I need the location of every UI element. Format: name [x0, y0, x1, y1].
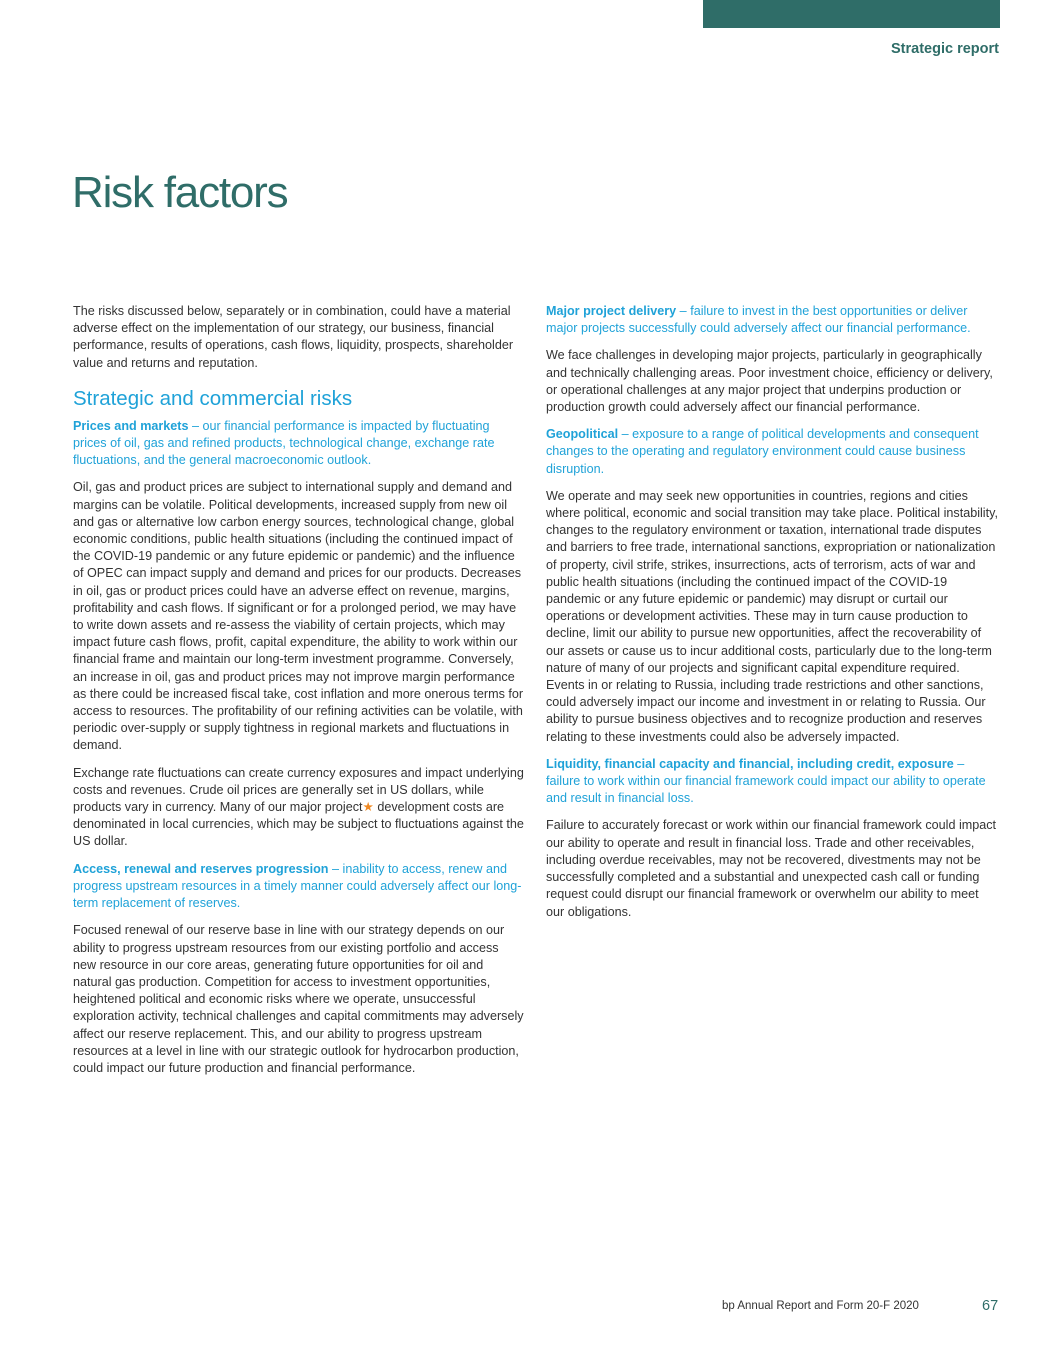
section-label: Strategic report: [891, 41, 999, 57]
prices-lead-text: – our financial performance is impacted by fluctuating prices of oil, gas and refined products, technological change, exchange rate fluctuations, and the general macroeconomic outlook.: [73, 418, 495, 468]
star-icon: ★: [362, 800, 374, 815]
access-lead: [73, 861, 525, 913]
prices-lead-title: Prices and markets: [73, 418, 189, 433]
major-lead-title: Major project delivery: [546, 304, 677, 318]
prices-body-2: [73, 765, 525, 851]
major-body: We face challenges in developing major projects, particularly in geographically and technically challenging areas. Poor investment choice, efficiency or delivery, or operational challenges at any major project that underpins production or production growth could adversely affect our financial performance.: [546, 348, 993, 415]
major-lead: [546, 303, 999, 337]
prices-body-1: Oil, gas and product prices are subject to international supply and demand and margins can be volatile. Political developments, increased supply from new oil and gas or alternative low carbon energy sources, technological change, global economic conditions, public health situations (including the continued impact of the COVID-19 pandemic or any future epidemic or pandemic) and the influence of OPEC can impact supply and demand and prices for our products. Decreases in oil, gas or product prices could have an adverse effect on revenue, margins, profitability and cash flows. If significant or for a prolonged period, we may have to write down assets and re-assess the viability of certain projects, which may impact future cash flows, profit, capital expenditure, the ability to work within our financial frame and maintain our long-term investment programme. Conversely, an increase in oil, gas and product prices may not improve margin performance as there could be increased fiscal take, cost inflation and more onerous terms for access to resources. The profitability of our refining activities can be volatile, with periodic over-supply or supply tightness in regional markets and fluctuations in demand.: [73, 480, 524, 753]
geo-lead-title: Geopolitical: [546, 427, 619, 442]
liquidity-lead: [546, 756, 999, 808]
prices-body-2-a: Exchange rate fluctuations can create currency exposures and impact underlying costs and revenues. Crude oil prices are generally set in US dollars, while products vary in currency. Many of our major project: [73, 765, 524, 815]
access-lead-text: – inability to access, renew and progress upstream resources in a timely manner could adversely affect our long-term replacement of reserves.: [73, 861, 522, 911]
liquidity-body: Failure to accurately forecast or work within our financial framework could impact our ability to operate and result in financial loss. Trade and other receivables, including overdue receivables, may not be recovered, divestments may not be successfully completed and a substantial and unexpected cash call or funding request could disrupt our financial framework or overwhelm our ability to meet our obligations.: [546, 818, 997, 919]
liquidity-lead-title: Liquidity, financial capacity and financial, including credit, exposure: [546, 756, 954, 771]
geo-body: We operate and may seek new opportunities in countries, regions and cities where political, economic and social transition may take place. Political instability, changes to the regulatory environment or taxation, international trade disputes and barriers to free trade, international sanctions, expropriation or nationalization of property, civil strife, strikes, insurrections, acts of terrorism, acts of war and public health situations (including the continued impact of the COVID-19 pandemic or any future epidemic or pandemic) may disrupt or curtail our operations or development activities. These may in turn cause production to decline, limit our ability to pursue new opportunities, affect the recoverability of our assets or cause us to incur additional costs, particularly due to the long-term nature of many of our projects and significant capital expenditure required. Events in or relating to Russia, including trade restrictions and other sanctions, could adversely impact our income and investment in or relating to Russia. Our ability to pursue business objectives and to recognize production and reserves relating to these investments could also be adversely impacted.: [546, 488, 998, 744]
access-body: Focused renewal of our reserve base in line with our strategy depends on our ability to progress upstream resources from our existing portfolio and access new resource in our core areas, generating future opportunities for oil and natural gas production. Competition for access to investment opportunities, heightened political and economic risks where we operate, unsuccessful exploration activity, technical challenges and capital commitments may adversely affect our reserve replacement. This, and our ability to progress upstream resources at a level in line with our strategic outlook for hydrocarbon production, could impact our future production and financial performance.: [73, 923, 524, 1075]
liquidity-lead-text: – failure to work within our financial framework could impact our ability to operate and result in financial loss.: [546, 756, 986, 806]
access-lead-title: Access, renewal and reserves progression: [73, 861, 329, 876]
right-column: [546, 303, 999, 931]
prices-lead: [73, 418, 525, 470]
left-column: [73, 303, 525, 1087]
major-lead-text: – failure to invest in the best opportunities or deliver major projects successfully could adversely affect our financial performance.: [546, 304, 971, 336]
geo-lead-text: – exposure to a range of political developments and consequent changes to the operating and regulatory environment could cause business disruption.: [546, 427, 979, 476]
page-number: 67: [982, 1298, 999, 1314]
intro-paragraph: The risks discussed below, separately or in combination, could have a material adverse effect on the implementation of our strategy, our business, financial performance, results of operations, cash flows, liquidity, prospects, shareholder value and returns and reputation.: [73, 304, 514, 370]
footer-report-name: bp Annual Report and Form 20-F 2020: [722, 1300, 919, 1312]
page-title: Risk factors: [72, 168, 288, 217]
prices-body-2-b: development costs are denominated in local currencies, which may be subject to fluctuations against the US dollar.: [73, 800, 524, 849]
section-heading: Strategic and commercial risks: [73, 386, 353, 410]
header-color-bar: [703, 0, 1000, 28]
geo-lead: [546, 426, 999, 478]
